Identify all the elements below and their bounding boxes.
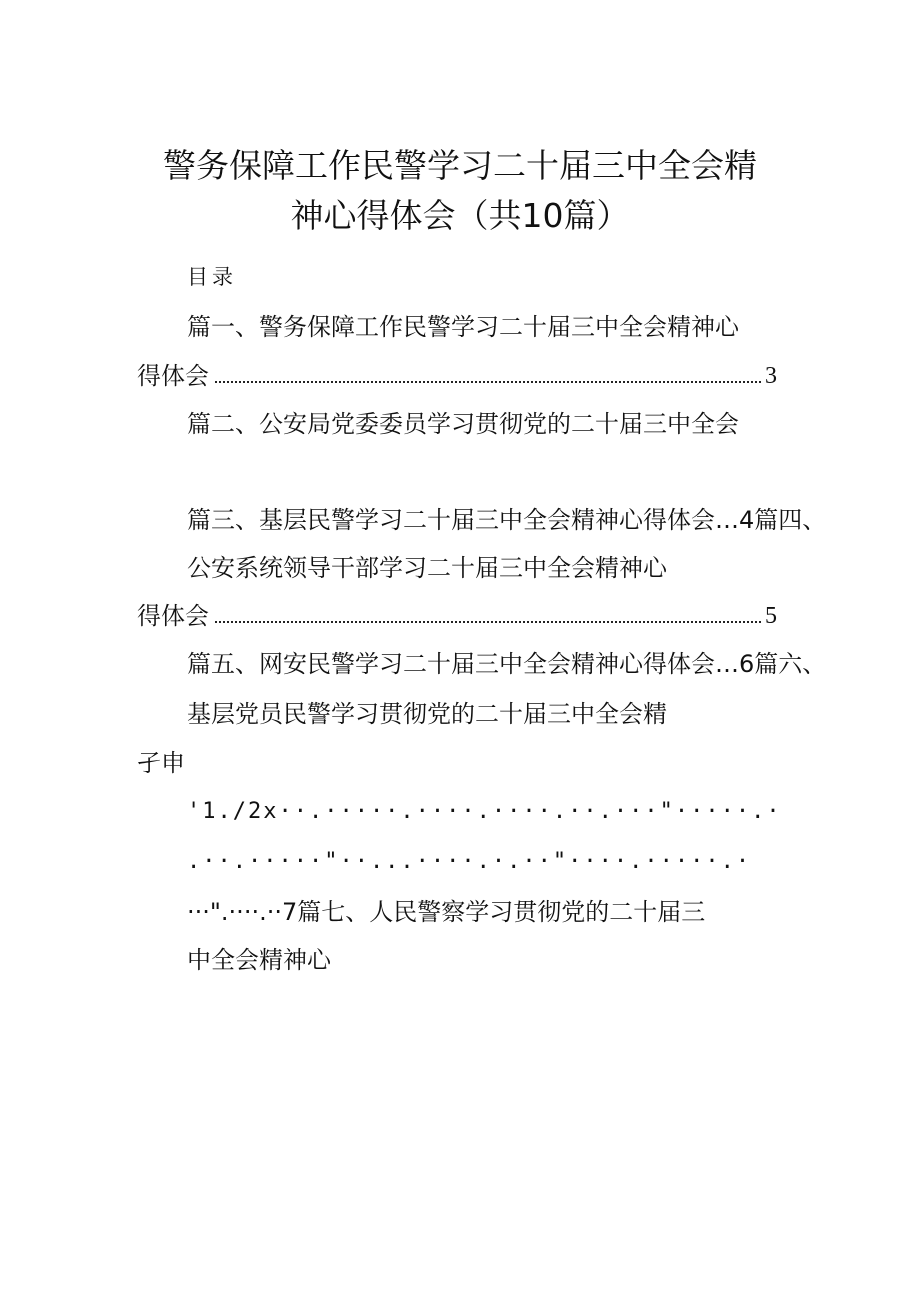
toc-entry-7: ···".····.··7篇七、人民警察学习贯彻党的二十届三 bbox=[187, 898, 706, 926]
leader-dots bbox=[215, 621, 761, 623]
toc-entry-6: 基层党员民警学习贯彻党的二十届三中全会精 bbox=[187, 700, 667, 728]
garbled-leader-line-2: .··.·····"··...····.·.··"····.·····.· bbox=[187, 849, 752, 874]
toc-entry-6-cont: 孑申 bbox=[137, 749, 185, 777]
toc-entry-7-cont: 中全会精神心 bbox=[187, 946, 331, 974]
toc-entry-4-leader bbox=[137, 601, 777, 631]
toc-entry-4-page: 5 bbox=[765, 603, 777, 629]
garbled-leader-line-1: '1./2x··.·····.····.····.··.···"·····.· bbox=[187, 799, 782, 824]
toc-entry-5: 篇五、网安民警学习二十届三中全会精神心得体会…6篇六、 bbox=[187, 650, 827, 678]
toc-entry-1-leader bbox=[137, 361, 777, 391]
document-title-line-1: 警务保障工作民警学习二十届三中全会精 bbox=[163, 146, 757, 185]
document-title-line-2: 神心得体会（共10篇） bbox=[290, 196, 630, 235]
toc-entry-3: 篇三、基层民警学习二十届三中全会精神心得体会…4篇四、 bbox=[187, 506, 827, 534]
toc-entry-1: 篇一、警务保障工作民警学习二十届三中全会精神心 bbox=[187, 313, 739, 341]
toc-entry-1-page: 3 bbox=[765, 363, 777, 389]
toc-entry-4: 公安系统领导干部学习二十届三中全会精神心 bbox=[187, 554, 667, 582]
toc-entry-2: 篇二、公安局党委委员学习贯彻党的二十届三中全会 bbox=[187, 410, 739, 438]
toc-label: 目录 bbox=[187, 265, 237, 289]
leader-dots bbox=[215, 381, 761, 383]
toc-entry-1-cont: 得体会 bbox=[137, 362, 209, 390]
toc-entry-4-cont: 得体会 bbox=[137, 602, 209, 630]
